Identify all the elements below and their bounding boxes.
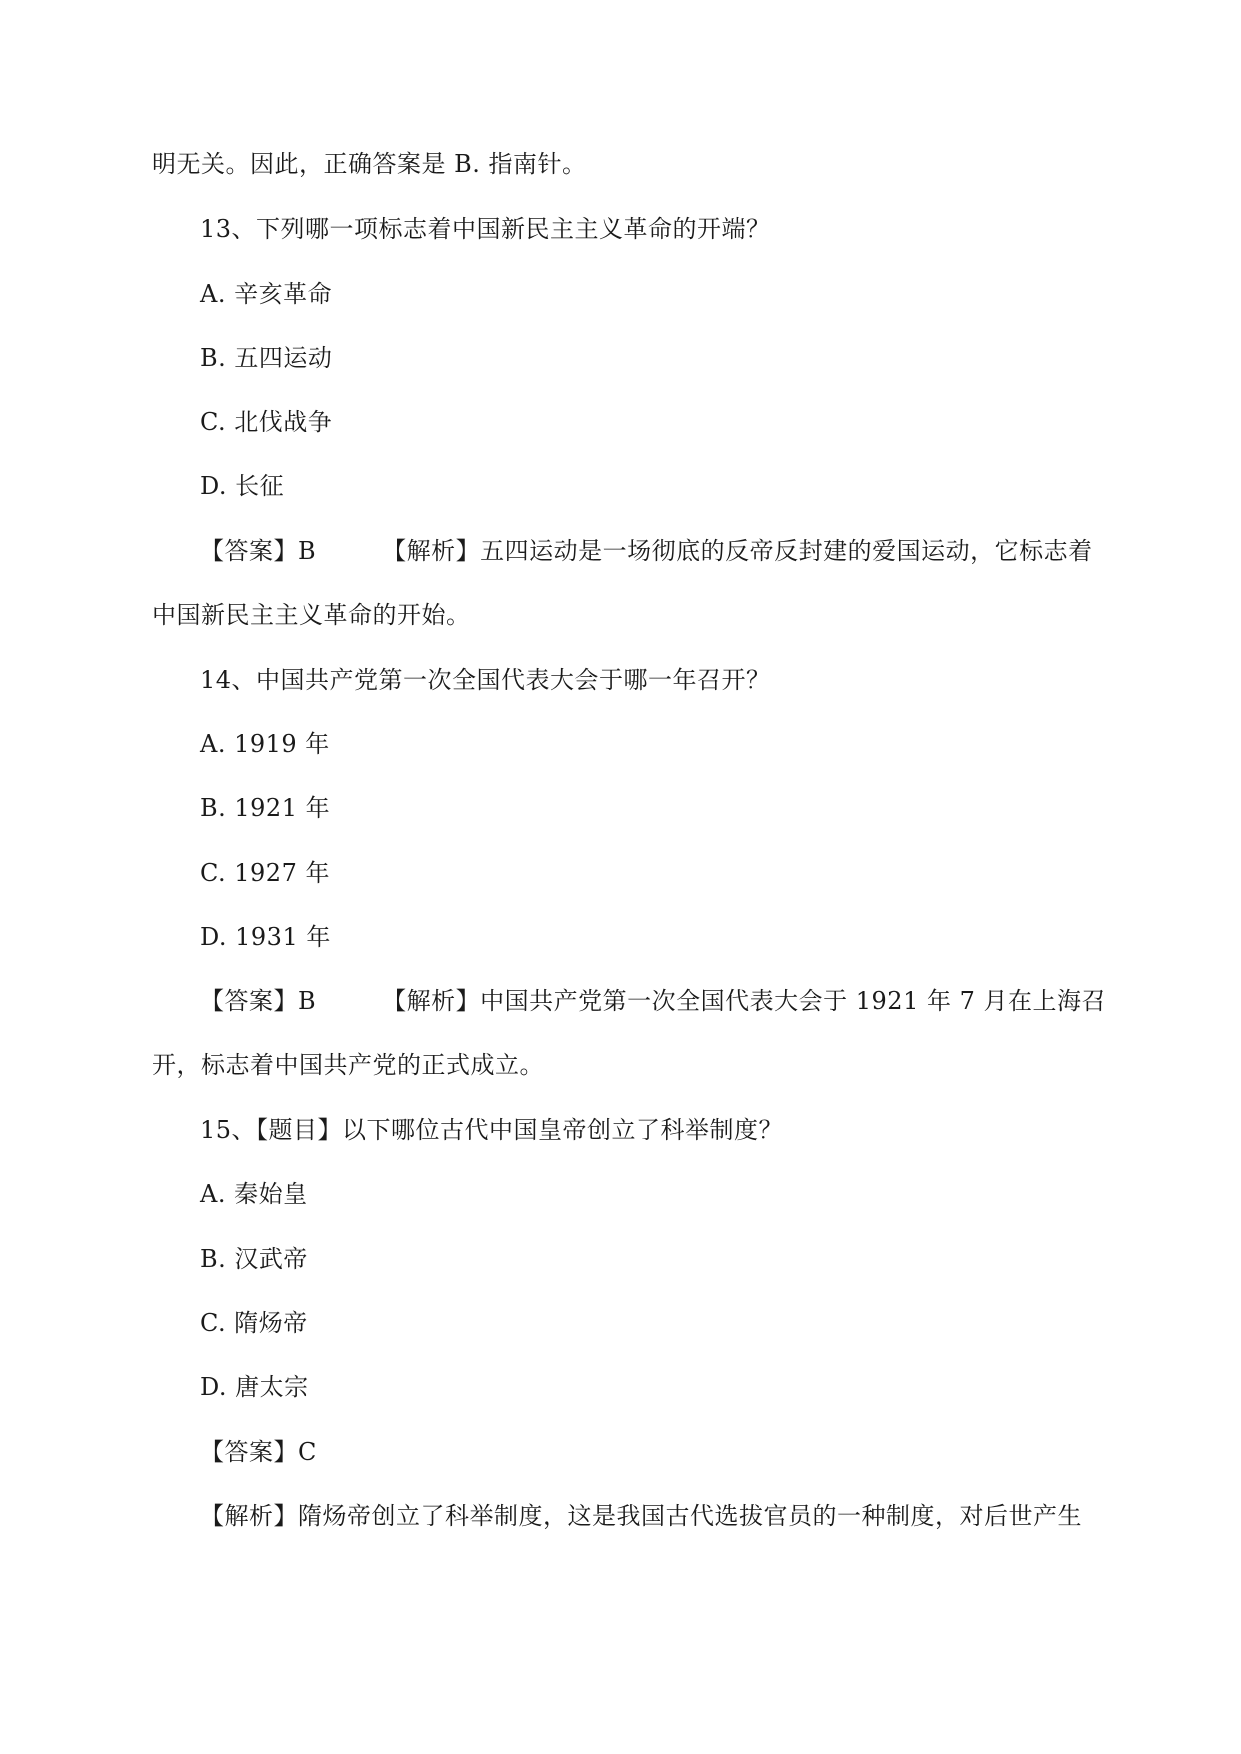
- q13-option-d: D. 长征: [200, 472, 285, 500]
- q15-option-a: A. 秦始皇: [200, 1180, 308, 1208]
- q14-option-d: D. 1931 年: [200, 923, 331, 951]
- q13-analysis: 【解析】五四运动是一场彻底的反帝反封建的爱国运动，它标志着: [382, 537, 1093, 565]
- q14-option-c: C. 1927 年: [200, 859, 330, 887]
- q15-answer: 【答案】C: [200, 1438, 317, 1466]
- carryover-text: 明无关。因此，正确答案是 B. 指南针。: [152, 150, 587, 178]
- q15-option-b: B. 汉武帝: [200, 1245, 308, 1273]
- q14-option-b: B. 1921 年: [200, 794, 331, 822]
- q14-answer: 【答案】B: [200, 987, 317, 1015]
- q13-option-c: C. 北伐战争: [200, 408, 333, 436]
- q13-option-b: B. 五四运动: [200, 344, 333, 372]
- q14-option-a: A. 1919 年: [200, 730, 330, 758]
- q15-analysis: 【解析】隋炀帝创立了科举制度，这是我国古代选拔官员的一种制度，对后世产生: [200, 1502, 1082, 1530]
- question-13: 13、下列哪一项标志着中国新民主主义革命的开端？: [200, 215, 771, 243]
- question-14: 14、中国共产党第一次全国代表大会于哪一年召开？: [200, 666, 771, 694]
- q13-option-a: A. 辛亥革命: [200, 280, 333, 308]
- question-15: 15、【题目】以下哪位古代中国皇帝创立了科举制度？: [200, 1116, 784, 1144]
- q13-analysis-cont: 中国新民主主义革命的开始。: [152, 601, 471, 629]
- q14-analysis: 【解析】中国共产党第一次全国代表大会于 1921 年 7 月在上海召: [382, 987, 1107, 1015]
- q14-answer-analysis: [200, 985, 1106, 1017]
- q15-option-d: D. 唐太宗: [200, 1373, 309, 1401]
- q13-answer-analysis: [200, 535, 1093, 567]
- q15-option-c: C. 隋炀帝: [200, 1309, 308, 1337]
- q13-answer: 【答案】B: [200, 537, 317, 565]
- q14-analysis-cont: 开，标志着中国共产党的正式成立。: [152, 1051, 544, 1079]
